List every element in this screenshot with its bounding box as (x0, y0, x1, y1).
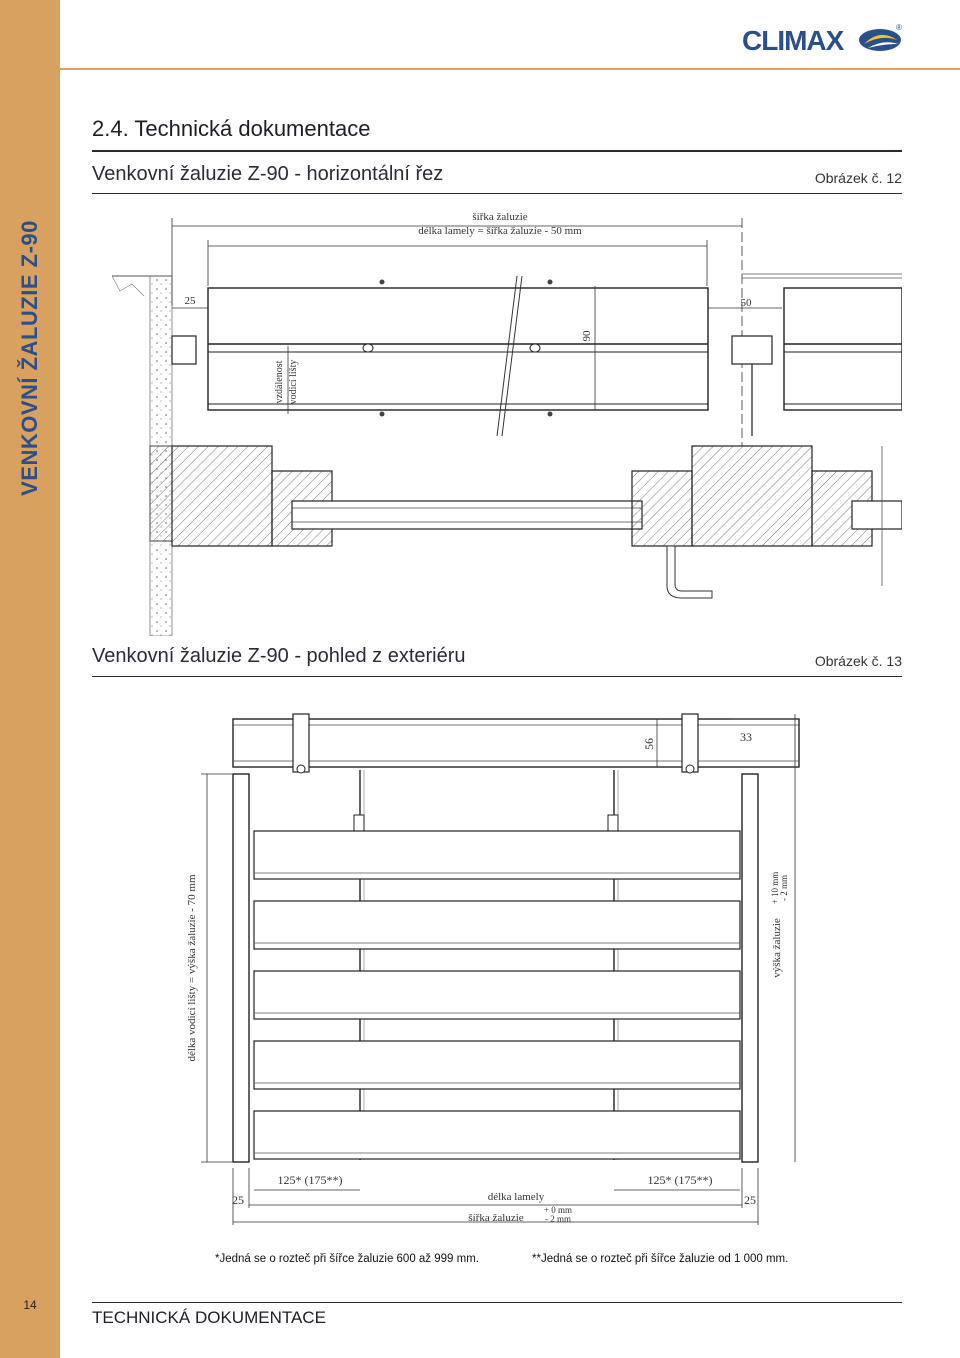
figure13-drawing (92, 690, 902, 1240)
window-sash-mid (632, 471, 692, 546)
figure12-label: Obrázek č. 12 (814, 170, 902, 186)
vzdalenost-line1: vzdálenost (274, 360, 285, 404)
footnote-2: **Jedná se o rozteč při šířce žaluzie od 1 000 mm. (532, 1253, 789, 1265)
guide-rail-right (742, 774, 758, 1162)
logo-wordmark: CLIMAX (742, 25, 844, 56)
dim-text-sirka-zaluzie: šířka žaluzie (468, 1212, 524, 1224)
window-handle (667, 546, 712, 598)
guide-rail-right (732, 336, 772, 364)
footnote-1: *Jedná se o rozteč při šířce žaluzie 600 až 999 mm. (215, 1253, 479, 1265)
dim-text-lamela: délka lamely = šířka žaluzie - 50 mm (418, 225, 582, 237)
dim-text-56: 56 (642, 738, 656, 750)
side-title: VENKOVNÍ ŽALUZIE Z-90 (17, 220, 42, 496)
side-band (0, 68, 60, 1290)
dim-text-spacing-left: 125* (175**) (277, 1173, 343, 1187)
guide-rail-left (172, 336, 196, 364)
climax-logo (740, 22, 910, 58)
footer-rule (92, 1302, 902, 1303)
logo-sun-icon (859, 29, 901, 51)
dim-text-90: 90 (581, 330, 593, 342)
vzdalenost-line2: vodicí lišty (288, 359, 299, 405)
figure12-title: Venkovní žaluzie Z-90 - horizontální řez (92, 163, 444, 185)
figure12-rule (92, 193, 902, 194)
dim-text-spacing-right: 125* (175**) (647, 1173, 713, 1187)
wall-insulation (150, 446, 172, 541)
dim-text-height-minus: - 2 mm (779, 875, 789, 901)
registered-mark: ® (896, 23, 902, 32)
guide-rail-left (233, 774, 249, 1162)
dim-text-25: 25 (184, 295, 196, 307)
dim-text-height: výška žaluzie (771, 918, 783, 978)
dim-text-delka-lamely: délka lamely (487, 1191, 545, 1203)
figure13-label: Obrázek č. 13 (814, 653, 902, 669)
slat (254, 1111, 740, 1159)
slat-group (254, 831, 740, 1159)
figure12-drawing (92, 196, 902, 636)
bracket-right (682, 714, 698, 772)
slat (254, 831, 740, 879)
figure13-rule (92, 676, 902, 677)
section-title: 2.4. Technická dokumentace (92, 116, 371, 141)
section-rule (92, 150, 902, 152)
head-box (233, 719, 799, 767)
window-frame-mid (692, 446, 812, 546)
corner-accent (0, 0, 60, 68)
dim-text-rail-length: délka vodicí lišty = výška žaluzie - 70 mm (186, 874, 198, 1062)
slat (254, 971, 740, 1019)
slat (254, 901, 740, 949)
dim-text-tol-minus: - 2 mm (545, 1214, 571, 1224)
glazing (292, 501, 642, 529)
dim-text-bottom-left-25: 25 (232, 1193, 244, 1207)
dim-text-bottom-right-25: 25 (744, 1193, 756, 1207)
page-number: 14 (23, 1298, 37, 1312)
dim-text-33: 33 (740, 730, 752, 744)
dim-text-50: 50 (740, 297, 752, 309)
footer-text: TECHNICKÁ DOKUMENTACE (92, 1308, 326, 1327)
dim-text-sirka: šířka žaluzie (472, 211, 528, 223)
dim-text-height-plus: + 10 mm (770, 871, 780, 905)
bracket-left (293, 714, 309, 772)
figure13-title: Venkovní žaluzie Z-90 - pohled z exteriéru (92, 645, 466, 667)
dim-text-tol-plus: + 0 mm (543, 1205, 573, 1215)
window-frame-left (172, 446, 272, 546)
slat (254, 1041, 740, 1089)
